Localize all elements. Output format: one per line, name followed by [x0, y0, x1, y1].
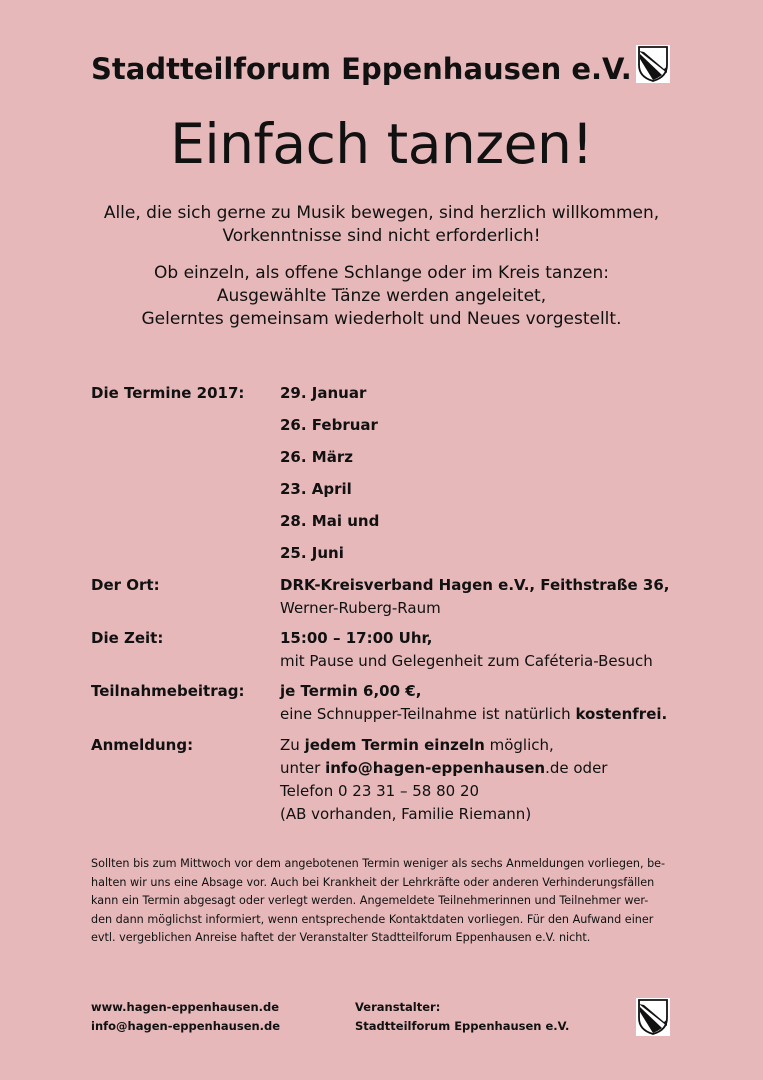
intro-paragraph-1	[0, 202, 763, 248]
time-note: mit Pause und Gelegenheit zum Caféteria-Besuch	[280, 652, 653, 670]
date-item: 26. Februar	[280, 416, 378, 434]
intro-line: Gelerntes gemeinsam wiederholt und Neues vorgestellt.	[141, 309, 622, 329]
dates-label: Die Termine 2017:	[91, 384, 245, 402]
fee-note-text: eine Schnupper-Teilnahme ist natürlich	[280, 705, 576, 723]
time-range: 15:00 – 17:00 Uhr,	[280, 629, 433, 647]
location-label: Der Ort:	[91, 576, 160, 594]
location-value	[280, 574, 670, 620]
location-address: DRK-Kreisverband Hagen e.V., Feithstraße 36,	[280, 576, 670, 594]
disclaimer-line: evtl. vergeblichen Anreise haftet der Veranstalter Stadtteilforum Eppenhausen e.V. nicht.	[91, 931, 591, 944]
text: Zu	[280, 736, 305, 754]
intro-paragraph-2	[0, 262, 763, 331]
disclaimer-line: den dann möglichst informiert, wenn entsprechende Kontaktdaten vorliegen. Für den Aufwand einer	[91, 912, 654, 926]
registration-line-2	[280, 757, 607, 780]
footer-email-link[interactable]: info@hagen-eppenhausen.de	[91, 1019, 281, 1033]
registration-phone: Telefon 0 23 31 – 58 80 20	[280, 782, 480, 800]
disclaimer	[91, 855, 676, 948]
fee-free: kostenfrei.	[575, 705, 668, 723]
intro-line: Ausgewählte Tänze werden angeleitet,	[216, 286, 547, 306]
text: unter	[280, 759, 326, 777]
intro-line: Vorkenntnisse sind nicht erforderlich!	[222, 226, 541, 246]
intro-line: Alle, die sich gerne zu Musik bewegen, sind herzlich willkommen,	[103, 203, 660, 223]
disclaimer-line: kann ein Termin abgesagt oder verlegt werden. Angemeldete Teilnehmerinnen und Teilnehmer wer-	[91, 894, 649, 907]
date-item: 23. April	[280, 480, 352, 498]
date-item: 25. Juni	[280, 544, 344, 562]
text: .de oder	[545, 759, 608, 777]
footer-organizer	[355, 998, 569, 1036]
registration-emphasis: jedem Termin einzeln	[304, 736, 485, 754]
fee-note	[280, 703, 667, 726]
footer-organizer-label: Veranstalter:	[355, 1000, 441, 1014]
time-label: Die Zeit:	[91, 629, 164, 647]
date-item: 29. Januar	[280, 384, 367, 402]
coat-of-arms-icon	[636, 45, 670, 83]
footer-contact	[91, 998, 280, 1036]
time-value	[280, 627, 653, 673]
disclaimer-line: Sollten bis zum Mittwoch vor dem angebotenen Termin weniger als sechs Anmeldungen vorliegen, be-	[91, 857, 666, 870]
footer-organizer-name: Stadtteilforum Eppenhausen e.V.	[355, 1019, 570, 1033]
coat-of-arms-icon	[636, 998, 670, 1036]
page-title: Einfach tanzen!	[170, 112, 593, 176]
location-room: Werner-Ruberg-Raum	[280, 599, 441, 617]
organization-title: Stadtteilforum Eppenhausen e.V.	[91, 52, 632, 86]
disclaimer-line: halten wir uns eine Absage vor. Auch bei Krankheit der Lehrkräfte oder anderen Verhinderungsfällen	[91, 875, 655, 889]
fee-amount: je Termin 6,00 €,	[280, 682, 422, 700]
fee-value	[280, 680, 667, 726]
date-item: 26. März	[280, 448, 353, 466]
registration-value	[280, 734, 607, 826]
registration-email[interactable]: info@hagen-eppenhausen	[325, 759, 546, 777]
date-item: 28. Mai und	[280, 512, 380, 530]
fee-label: Teilnahmebeitrag:	[91, 682, 245, 700]
footer-website-link[interactable]: www.hagen-eppenhausen.de	[91, 1000, 280, 1014]
intro-line: Ob einzeln, als offene Schlange oder im Kreis tanzen:	[154, 263, 609, 283]
registration-line-1	[280, 734, 607, 757]
registration-label: Anmeldung:	[91, 736, 194, 754]
text: möglich,	[484, 736, 554, 754]
registration-note: (AB vorhanden, Familie Riemann)	[280, 805, 532, 823]
